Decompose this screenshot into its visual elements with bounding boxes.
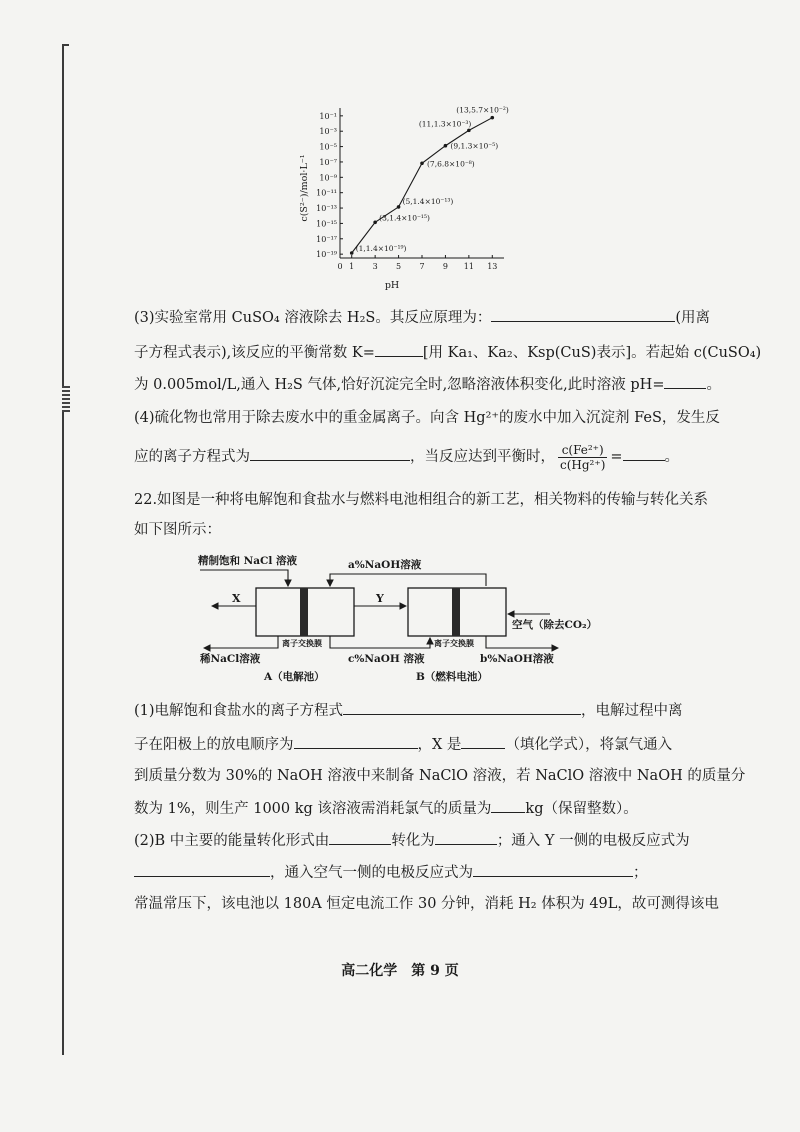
membrane-a: [300, 588, 308, 636]
data-point: [397, 205, 401, 209]
caption-cell-b: B（燃料电池）: [416, 671, 488, 683]
data-label: (7,6.8×10⁻⁸): [427, 159, 475, 169]
x-tick-label: 9: [442, 262, 448, 271]
label-naoh-a: a%NaOH溶液: [348, 559, 422, 571]
label-air: 空气（除去CO₂）: [512, 619, 598, 631]
data-label: (9,1.3×10⁻⁵): [450, 141, 499, 151]
y-tick-label: 10⁻⁷: [319, 157, 337, 167]
q21-4-line1: (4)硫化物也常用于除去废水中的重金属离子。向含 Hg²⁺的废水中加入沉淀剂 FeS，发生反: [134, 410, 720, 426]
label-nacl-feed: 精制饱和 NaCl 溶液: [198, 555, 298, 567]
series-line: [352, 118, 493, 253]
q21-3-line3: 为 0.005mol/L,通入 H₂S 气体,恰好沉淀完全时,忽略溶液体积变化,此时溶液 pH= 。: [134, 374, 664, 395]
chart-x-ticks: [337, 255, 497, 271]
data-label: (11,1.3×10⁻³): [418, 119, 472, 129]
answer-blank[interactable]: [664, 374, 706, 389]
naoh-c-transfer-arrow: [330, 636, 430, 648]
label-naoh-b: b%NaOH溶液: [480, 653, 554, 665]
q22-1-line1: (1)电解饱和食盐水的离子方程式 ，电解过程中离: [134, 700, 664, 721]
y-tick-label: 10⁻³: [319, 127, 337, 137]
sulfide-ph-chart: [298, 98, 518, 290]
naoh-a-loop-arrow: [330, 574, 486, 586]
q22-1-line4: 数为 1%，则生产 1000 kg 该溶液需消耗氯气的质量为 kg（保留整数）。: [134, 798, 664, 819]
y-tick-label: 10⁻¹¹: [316, 188, 337, 198]
q22-2-line3: 常温常压下，该电池以 180A 恒定电流工作 30 分钟，消耗 H₂ 体积为 49L，故可测得该电: [134, 896, 719, 912]
label-x: X: [232, 592, 241, 605]
answer-blank[interactable]: [491, 798, 525, 813]
y-tick-label: 10⁻¹⁷: [316, 234, 337, 244]
chart-y-axis-label: c(S²⁻)/mol·L⁻¹: [299, 154, 310, 222]
chart-point-labels: [356, 106, 509, 253]
x-tick-label: 3: [372, 262, 378, 271]
x-tick-label: 7: [419, 262, 425, 271]
q21-3-line1: (3)实验室常用 CuSO₄ 溶液除去 H₂S。其反应原理为： (用离: [134, 307, 664, 328]
answer-blank[interactable]: [473, 862, 633, 877]
answer-blank[interactable]: [250, 446, 410, 461]
answer-blank[interactable]: [343, 700, 581, 715]
chart-x-axis-label: pH: [384, 280, 400, 290]
caption-cell-a: A（电解池）: [264, 671, 325, 683]
chart-series: [350, 116, 494, 255]
label-membrane-a: 离子交换膜: [282, 638, 322, 648]
data-label: (1,1.4×10⁻¹⁹): [355, 244, 407, 254]
data-label: (5,1.4×10⁻¹³): [402, 196, 454, 206]
data-label: (3,1.4×10⁻¹⁵): [379, 213, 430, 223]
answer-blank[interactable]: [329, 830, 391, 845]
x-tick-label: 1: [349, 262, 355, 271]
q22-2-line1: (2)B 中主要的能量转化形式由 转化为 ；通入 Y 一侧的电极反应式为: [134, 830, 664, 851]
q22-intro-line1: 22.如图是一种将电解饱和食盐水与燃料电池相组合的新工艺，相关物料的传输与转化关系: [134, 492, 709, 508]
binding-mark: [62, 386, 70, 412]
answer-blank[interactable]: [375, 342, 423, 357]
x-tick-label: 11: [463, 262, 474, 271]
q21-3-line2: 子方程式表示),该反应的平衡常数 K= [用 Ka₁、Ka₂、Ksp(CuS)表示]。若起始 c(CuSO₄): [134, 342, 664, 363]
data-point: [444, 144, 448, 148]
q22-2-line2: ，通入空气一侧的电极反应式为 ；: [134, 862, 664, 883]
label-dilute-nacl: 稀NaCl溶液: [200, 653, 261, 665]
concentration-ratio: $\frac{\text{c(Fe²⁺)}}{\text{c(Hg²⁺)}}$: [560, 442, 606, 472]
dilute-nacl-outlet-arrow: [204, 636, 278, 648]
data-label: (13,5.7×10⁻²): [456, 105, 509, 115]
answer-blank[interactable]: [623, 446, 665, 461]
y-tick-label: 10⁻¹⁵: [316, 219, 337, 229]
x-tick-label: 5: [396, 262, 402, 271]
naoh-b-outlet-arrow: [486, 636, 558, 648]
label-naoh-c: c%NaOH 溶液: [348, 653, 425, 665]
x-tick-label: 0: [337, 262, 343, 271]
membrane-b: [452, 588, 460, 636]
answer-blank[interactable]: [461, 734, 505, 749]
data-point: [420, 161, 424, 165]
answer-blank[interactable]: [435, 830, 497, 845]
q21-4-line2: 应的离子方程式为 ，当反应达到平衡时， $\frac{\text{c(Fe²⁺)}}{\text{c(Hg²⁺)}}$ = 。: [134, 442, 680, 472]
y-tick-label: 10⁻¹⁹: [316, 250, 337, 260]
y-tick-label: 10⁻¹: [319, 111, 337, 121]
binding-corner: [62, 44, 69, 46]
data-point: [490, 116, 494, 120]
data-point: [350, 251, 354, 255]
data-point: [467, 129, 471, 133]
x-tick-label: 13: [487, 262, 498, 271]
page-footer: 高二化学 第 9 页: [341, 963, 459, 979]
y-tick-label: 10⁻⁹: [319, 173, 337, 183]
y-tick-label: 10⁻¹³: [316, 204, 337, 214]
q22-intro-line2: 如下图所示：: [134, 522, 221, 538]
nacl-inlet-arrow: [200, 570, 288, 586]
binding-line: [62, 45, 64, 1055]
answer-blank[interactable]: [491, 307, 675, 322]
q22-1-line2: 子在阳极上的放电顺序为 ，X 是 （填化学式），将氯气通入: [134, 734, 664, 755]
label-y: Y: [376, 592, 384, 605]
label-membrane-b: 离子交换膜: [434, 638, 474, 648]
q22-1-line3: 到质量分数为 30%的 NaOH 溶液中来制备 NaClO 溶液，若 NaClO 溶液中 NaOH 的质量分: [134, 768, 746, 784]
answer-blank[interactable]: [134, 862, 270, 877]
electrolysis-fuel-cell-diagram: [190, 548, 610, 688]
y-tick-label: 10⁻⁵: [319, 142, 337, 152]
chart-y-ticks: [316, 112, 343, 259]
answer-blank[interactable]: [294, 734, 418, 749]
data-point: [373, 220, 377, 224]
